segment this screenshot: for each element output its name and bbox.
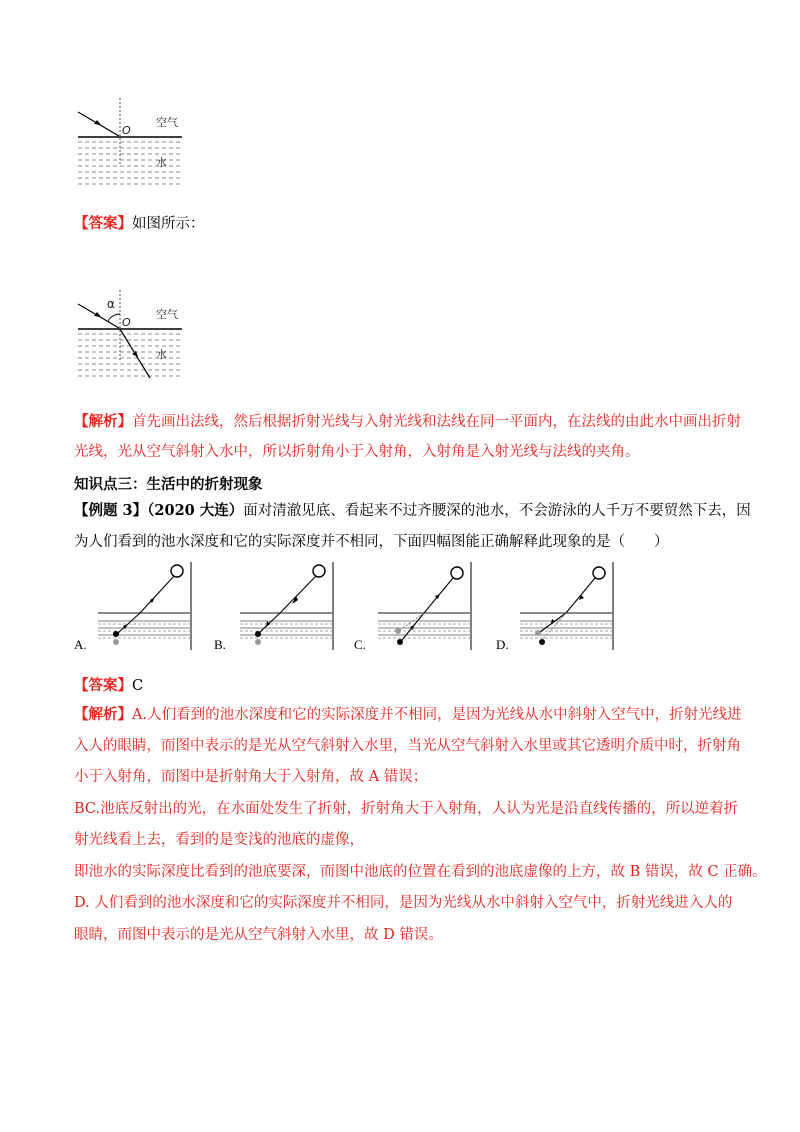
analysis-text: 首先画出法线，然后根据折射光线与入射光线和法线在同一平面内，在法线的由此水中画出折射	[132, 414, 741, 430]
figure-2-drawing	[72, 288, 192, 384]
figure-1-o-label: O	[122, 124, 131, 137]
analysis-3-line-6: 即池水的实际深度比看到的池底要深，而图中池底的位置在看到的池底虚像的上方，故 B 错误，故 C 正确。	[74, 864, 767, 880]
figure-2-water-label: 水	[156, 348, 167, 361]
option-d-diagram	[516, 560, 620, 652]
analysis-3-line-4: BC.池底反射出的光，在水面处发生了折射，折射角大于入射角，人认为光是沿直线传播的，所以逆着折	[74, 801, 739, 817]
example-3-line-1	[74, 501, 751, 521]
analysis-1-line-1	[74, 412, 741, 432]
analysis-3-line-2: 入人的眼睛，而图中表示的是光从空气斜射入水里，当光从空气斜射入水里或其它透明介质中时，折射角	[74, 738, 741, 754]
analysis-3-line-7: D. 人们看到的池水深度和它的实际深度并不相同，是因为光线从水中斜射入空气中，折射光线进入人的	[74, 895, 733, 911]
analysis-text: A.人们看到的池水深度和它的实际深度并不相同，是因为光线从水中斜射入空气中，折射光线进	[132, 707, 742, 723]
analysis-3-line-5: 射光线看上去，看到的是变浅的池底的虚像，	[74, 832, 364, 848]
analysis-3-line-1	[74, 705, 742, 725]
answer-tag: 【答案】	[74, 677, 132, 694]
figure-1-water-label: 水	[156, 156, 167, 169]
answer-tag: 【答案】	[74, 215, 132, 232]
option-c-label: C.	[354, 637, 366, 652]
figure-2-alpha-label: α	[107, 297, 115, 311]
option-c-diagram	[374, 560, 478, 652]
answer-text: C	[132, 678, 144, 694]
figure-2-air-label: 空气	[156, 308, 178, 321]
option-b-diagram	[236, 560, 340, 652]
section-heading: 知识点三：生活中的折射现象	[74, 476, 263, 493]
analysis-tag: 【解析】	[74, 413, 132, 430]
figure-1-drawing	[72, 96, 192, 192]
example-source: （2020 大连）	[147, 502, 244, 519]
example-text: 面对清澈见底、看起来不过齐腰深的池水，不会游泳的人千万不要贸然下去，因	[243, 503, 751, 519]
analysis-3-line-3: 小于入射角，而图中是折射角大于入射角，故 A 错误；	[74, 769, 428, 785]
option-b-label: B.	[214, 637, 226, 652]
answer-1	[74, 214, 734, 234]
option-a-diagram	[94, 560, 198, 652]
option-a-label: A.	[74, 637, 87, 652]
analysis-1-line-2: 光线，光从空气斜射入水中，所以折射角小于入射角，入射角是入射光线与法线的夹角。	[74, 444, 640, 460]
answer-3	[74, 676, 734, 696]
answer-text: 如图所示：	[132, 216, 205, 232]
example-3-line-2: 为人们看到的池水深度和它的实际深度并不相同，下面四幅图能正确解释此现象的是（ ）	[74, 534, 669, 550]
option-d-label: D.	[496, 637, 509, 652]
figure-1-air-label: 空气	[156, 116, 178, 129]
figure-2-o-label: O	[122, 316, 131, 329]
analysis-tag: 【解析】	[74, 706, 132, 723]
example-tag: 【例题 3】	[74, 502, 148, 519]
analysis-3-line-8: 眼睛，而图中表示的是光从空气斜射入水里，故 D 错误。	[74, 927, 443, 943]
